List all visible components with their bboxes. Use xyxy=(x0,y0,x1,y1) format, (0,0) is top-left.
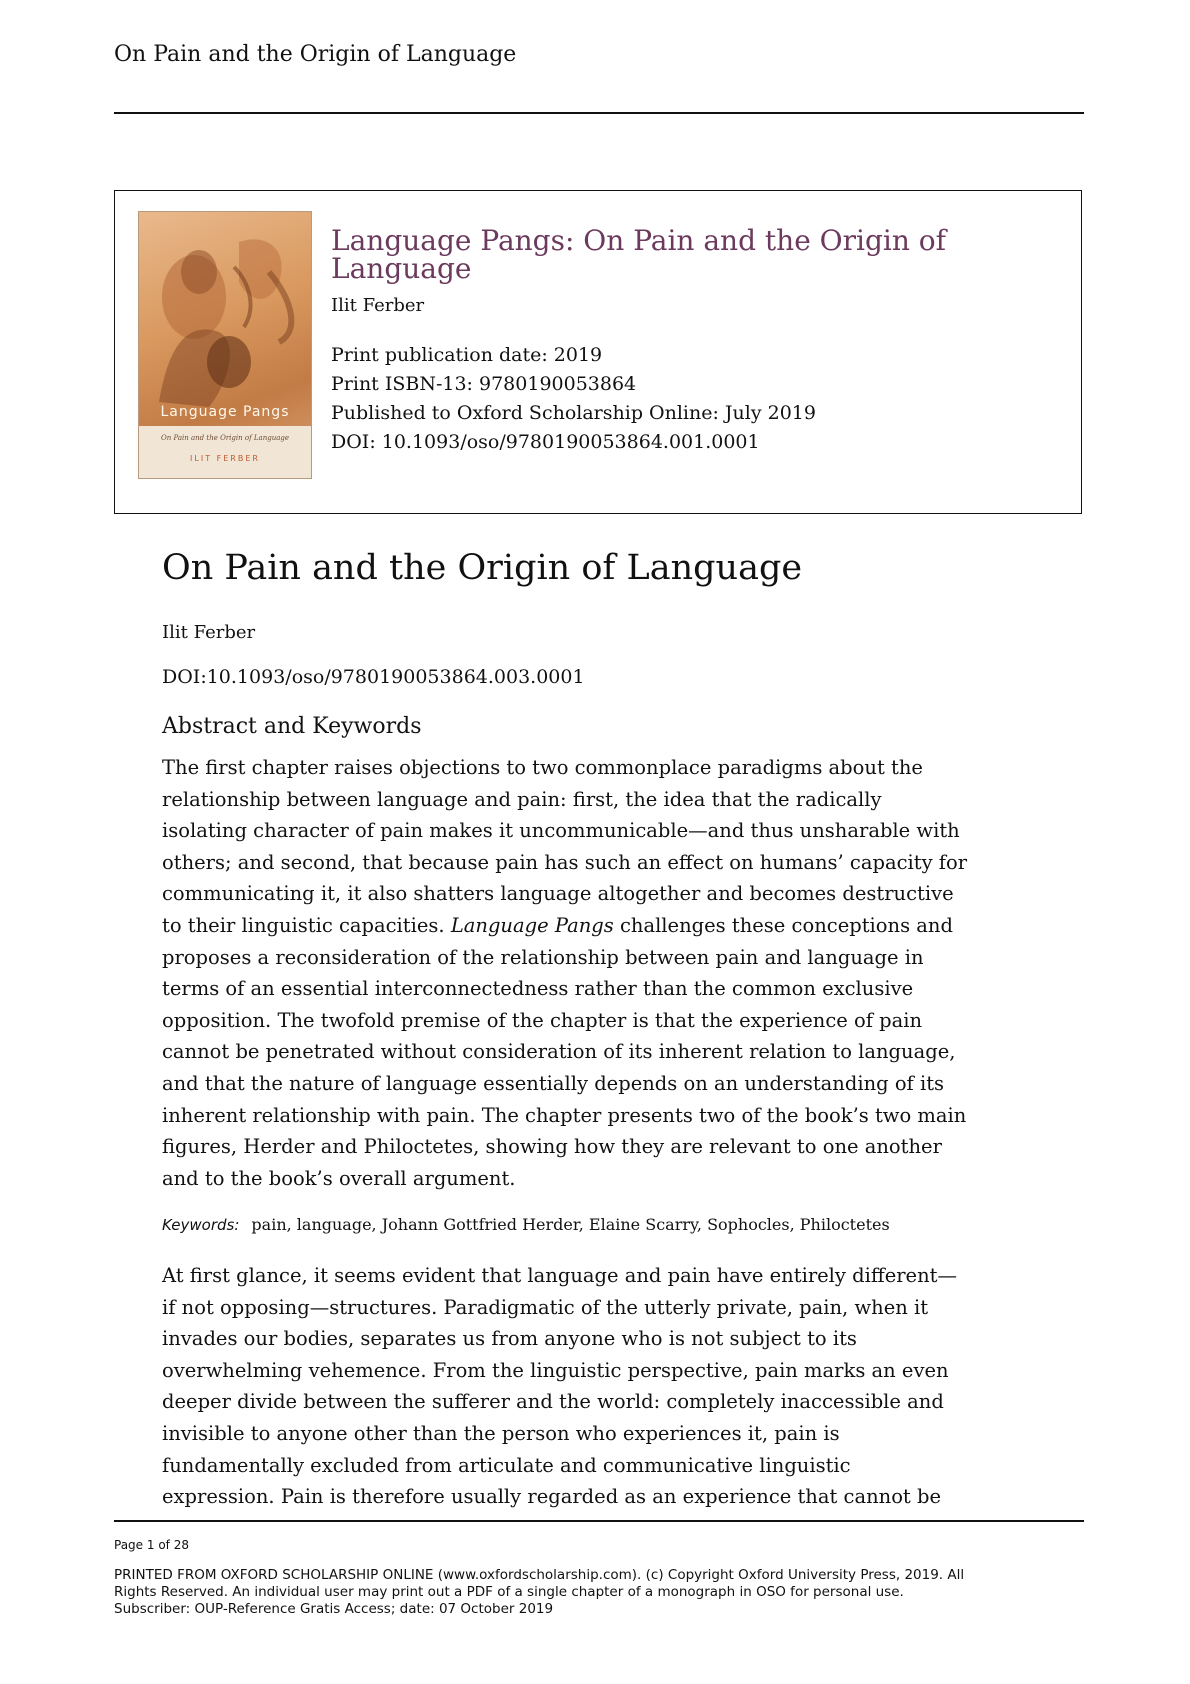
cover-author: ILIT FERBER xyxy=(190,454,260,463)
cover-title: Language Pangs xyxy=(160,404,290,420)
print-isbn: Print ISBN-13: 9780190053864 xyxy=(331,373,637,395)
book-title-line-1: Language Pangs: On Pain and the Origin of xyxy=(331,224,946,257)
book-doi: DOI: 10.1093/oso/9780190053864.001.0001 xyxy=(331,431,760,453)
cover-subtitle: On Pain and the Origin of Language xyxy=(160,434,289,442)
abstract-line-text: to their linguistic capacities. xyxy=(162,913,451,937)
body-line: if not opposing—structures. Paradigmatic of the utterly private, pain, when it xyxy=(162,1295,929,1319)
notice-line: Subscriber: OUP-Reference Gratis Access; date: 07 October 2019 xyxy=(114,1601,554,1617)
abstract-heading: Abstract and Keywords xyxy=(162,714,422,739)
keywords-value: pain, language, Johann Gottfried Herder, Elaine Scarry, Sophocles, Philoctetes xyxy=(251,1215,890,1234)
book-title[interactable] xyxy=(331,224,1031,285)
body-paragraph xyxy=(162,1260,1042,1513)
abstract-text xyxy=(162,752,1042,1194)
body-line: invisible to anyone other than the person who experiences it, pain is xyxy=(162,1421,840,1445)
abstract-line: communicating it, it also shatters language altogether and becomes destructive xyxy=(162,882,954,906)
print-publication-date: Print publication date: 2019 xyxy=(331,344,603,366)
abstract-line: and that the nature of language essentially depends on an understanding of its xyxy=(162,1071,945,1095)
book-title-line-2: Language xyxy=(331,252,472,285)
abstract-line: cannot be penetrated without consideration of its inherent relation to language, xyxy=(162,1040,956,1064)
abstract-line: opposition. The twofold premise of the chapter is that the experience of pain xyxy=(162,1008,923,1032)
abstract-line: others; and second, that because pain has such an effect on humans’ capacity for xyxy=(162,850,968,874)
abstract-line xyxy=(162,910,1042,942)
copyright-notice xyxy=(114,1567,1094,1618)
chapter-author: Ilit Ferber xyxy=(162,622,256,643)
body-line: deeper divide between the sufferer and the world: completely inaccessible and xyxy=(162,1390,944,1414)
body-line: expression. Pain is therefore usually regarded as an experience that cannot be xyxy=(162,1485,941,1509)
footer-divider xyxy=(114,1520,1084,1522)
abstract-line: proposes a reconsideration of the relationship between pain and language in xyxy=(162,945,924,969)
abstract-line: inherent relationship with pain. The chapter presents two of the book’s two main xyxy=(162,1103,967,1127)
page-number: Page 1 of 28 xyxy=(114,1538,189,1552)
published-online-date: Published to Oxford Scholarship Online: July 2019 xyxy=(331,402,816,424)
abstract-line: relationship between language and pain: first, the idea that the radically xyxy=(162,787,882,811)
abstract-line: The first chapter raises objections to two commonplace paradigms about the xyxy=(162,756,923,779)
book-author: Ilit Ferber xyxy=(331,295,425,316)
body-line: fundamentally excluded from articulate and communicative linguistic xyxy=(162,1453,851,1477)
abstract-line: terms of an essential interconnectedness rather than the common exclusive xyxy=(162,977,914,1001)
chapter-title: On Pain and the Origin of Language xyxy=(162,548,803,588)
book-title-italic: Language Pangs xyxy=(450,913,614,937)
abstract-line: and to the book’s overall argument. xyxy=(162,1166,516,1190)
running-head: On Pain and the Origin of Language xyxy=(114,42,517,67)
book-info-box xyxy=(114,190,1082,514)
book-metadata xyxy=(331,341,816,457)
keywords xyxy=(162,1215,890,1234)
body-line: At first glance, it seems evident that language and pain have entirely different— xyxy=(162,1264,957,1287)
abstract-line: figures, Herder and Philoctetes, showing how they are relevant to one another xyxy=(162,1135,942,1159)
abstract-line: isolating character of pain makes it uncommunicable—and thus unsharable with xyxy=(162,819,960,843)
keywords-label: Keywords: xyxy=(162,1216,240,1234)
notice-line: Rights Reserved. An individual user may print out a PDF of a single chapter of a monograph in OSO for personal use. xyxy=(114,1584,904,1600)
book-cover-image xyxy=(138,211,312,479)
abstract-line-text: challenges these conceptions and xyxy=(613,913,953,937)
body-line: invades our bodies, separates us from anyone who is not subject to its xyxy=(162,1327,857,1351)
cover-artwork xyxy=(139,212,312,412)
notice-line: PRINTED FROM OXFORD SCHOLARSHIP ONLINE (www.oxfordscholarship.com). (c) Copyright Oxford University Press, 2019. All xyxy=(114,1567,965,1583)
chapter-doi: DOI:10.1093/oso/9780190053864.003.0001 xyxy=(162,666,585,688)
header-divider xyxy=(114,112,1084,114)
body-line: overwhelming vehemence. From the linguistic perspective, pain marks an even xyxy=(162,1358,949,1382)
